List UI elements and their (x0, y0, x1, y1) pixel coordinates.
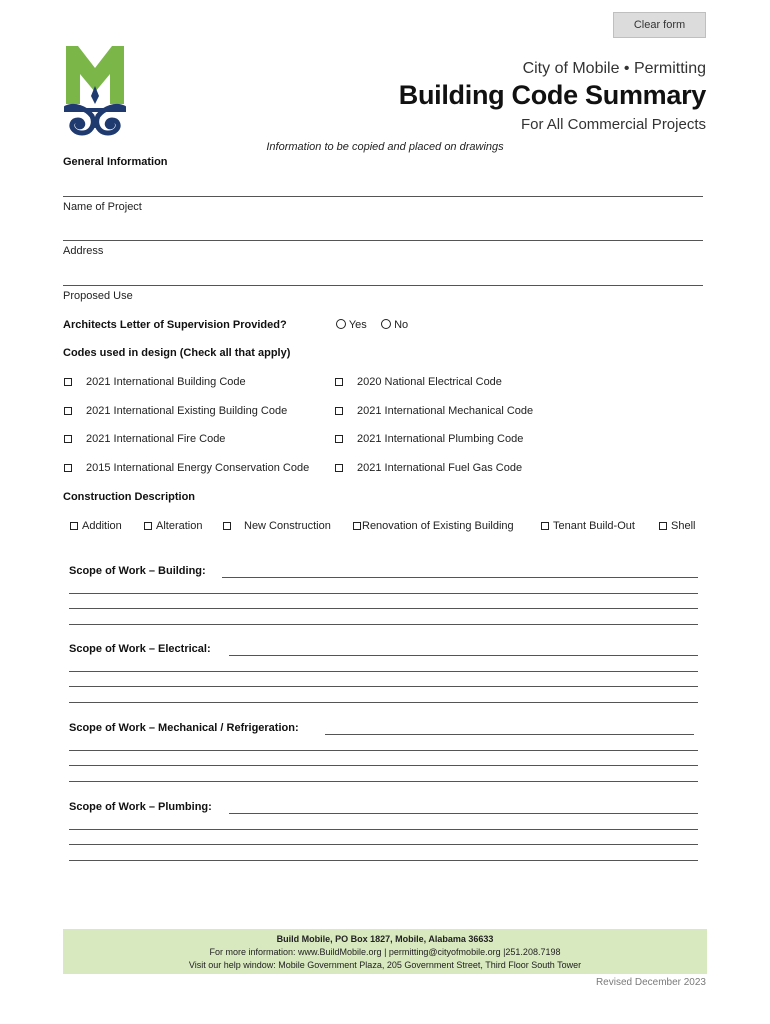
checkbox-icon (64, 464, 72, 472)
scope-electrical-label: Scope of Work – Electrical: (69, 643, 211, 655)
scope-building-label: Scope of Work – Building: (69, 565, 206, 577)
code-checkbox-iecc[interactable] (64, 462, 309, 474)
checkbox-icon (335, 464, 343, 472)
scope-mechanical-label: Scope of Work – Mechanical / Refrigeration: (69, 722, 299, 734)
scope-plumbing-line[interactable] (69, 844, 698, 845)
radio-circle-icon (381, 319, 391, 329)
construction-label: Addition (82, 520, 122, 532)
scope-building-input[interactable] (222, 577, 698, 578)
instruction-note: Information to be copied and placed on drawings (266, 141, 504, 153)
code-label: 2021 International Fuel Gas Code (357, 462, 523, 474)
footer-contact-info: For more information: www.BuildMobile.org | permitting@cityofmobile.org |251.208.7198 (209, 947, 561, 957)
checkbox-icon (353, 522, 361, 530)
code-checkbox-nec[interactable] (335, 376, 502, 388)
header-subtitle-2: For All Commercial Projects (520, 116, 706, 133)
project-name-input[interactable] (63, 196, 703, 197)
code-label: 2021 International Fire Code (86, 433, 226, 445)
revision-date: Revised December 2023 (595, 977, 706, 988)
footer-address: Build Mobile, PO Box 1827, Mobile, Alabama 36633 (276, 934, 494, 944)
code-checkbox-imc[interactable] (335, 405, 533, 417)
scope-plumbing-label: Scope of Work – Plumbing: (69, 801, 212, 813)
code-label: 2021 International Building Code (86, 376, 246, 388)
construction-checkbox-new-construction[interactable] (223, 520, 331, 532)
construction-label: Tenant Build-Out (553, 520, 635, 532)
scope-electrical-line[interactable] (69, 702, 698, 703)
scope-plumbing-input[interactable] (229, 813, 698, 814)
page-title: Building Code Summary (398, 80, 706, 110)
yes-label: Yes (348, 319, 367, 331)
checkbox-icon (335, 435, 343, 443)
checkbox-icon (64, 378, 72, 386)
no-label: No (394, 319, 409, 331)
checkbox-icon (144, 522, 152, 530)
checkbox-icon (335, 378, 343, 386)
city-of-mobile-logo (64, 46, 126, 136)
scope-electrical-input[interactable] (229, 655, 698, 656)
checkbox-icon (659, 522, 667, 530)
checkbox-icon (335, 407, 343, 415)
architect-yes-radio[interactable] (336, 319, 367, 331)
construction-label: Alteration (156, 520, 203, 532)
code-checkbox-ipc[interactable] (335, 433, 523, 445)
construction-checkbox-alteration[interactable] (144, 520, 202, 532)
header-subtitle: City of Mobile • Permitting (522, 60, 706, 77)
checkbox-icon (541, 522, 549, 530)
scope-plumbing-line[interactable] (69, 829, 698, 830)
architect-no-radio[interactable] (381, 319, 408, 331)
checkbox-icon (70, 522, 78, 530)
radio-circle-icon (336, 319, 346, 329)
proposed-use-input[interactable] (63, 285, 703, 286)
code-checkbox-ibc[interactable] (64, 376, 246, 388)
codes-heading: Codes used in design (Check all that apply) (63, 347, 291, 359)
address-label: Address (63, 245, 104, 257)
scope-building-line[interactable] (69, 593, 698, 594)
scope-mechanical-line[interactable] (69, 781, 698, 782)
project-name-label: Name of Project (63, 201, 142, 213)
scope-mechanical-line[interactable] (69, 750, 698, 751)
scope-mechanical-line[interactable] (69, 765, 698, 766)
checkbox-icon (223, 522, 231, 530)
code-label: 2021 International Mechanical Code (357, 405, 534, 417)
construction-checkbox-tenant-build-out[interactable] (541, 520, 635, 532)
code-label: 2015 International Energy Conservation Code (86, 462, 310, 474)
code-checkbox-iebc[interactable] (64, 405, 287, 417)
code-checkbox-ifgc[interactable] (335, 462, 522, 474)
scope-building-line[interactable] (69, 608, 698, 609)
scope-mechanical-input[interactable] (325, 734, 694, 735)
code-label: 2021 International Existing Building Code (86, 405, 288, 417)
construction-checkbox-addition[interactable] (70, 520, 122, 532)
construction-label: Shell (671, 520, 696, 532)
proposed-use-label: Proposed Use (63, 290, 133, 302)
footer-contact-box (63, 929, 707, 974)
checkbox-icon (64, 435, 72, 443)
scope-electrical-line[interactable] (69, 671, 698, 672)
architect-letter-question: Architects Letter of Supervision Provided? (63, 319, 287, 331)
scope-electrical-line[interactable] (69, 686, 698, 687)
checkbox-icon (64, 407, 72, 415)
scope-plumbing-line[interactable] (69, 860, 698, 861)
construction-checkbox-renovation[interactable] (353, 520, 514, 532)
construction-label: Renovation of Existing Building (362, 520, 514, 532)
construction-label: New Construction (244, 520, 331, 532)
general-information-heading: General Information (63, 156, 168, 168)
code-checkbox-ifc[interactable] (64, 433, 225, 445)
construction-checkbox-shell[interactable] (659, 520, 695, 532)
code-label: 2021 International Plumbing Code (357, 433, 524, 445)
footer-help-window: Visit our help window: Mobile Government Plaza, 205 Government Street, Third Floor South Tower (188, 960, 582, 970)
clear-form-button[interactable]: Clear form (613, 12, 706, 38)
address-input[interactable] (63, 240, 703, 241)
scope-building-line[interactable] (69, 624, 698, 625)
construction-description-heading: Construction Description (63, 491, 196, 503)
code-label: 2020 National Electrical Code (357, 376, 502, 388)
